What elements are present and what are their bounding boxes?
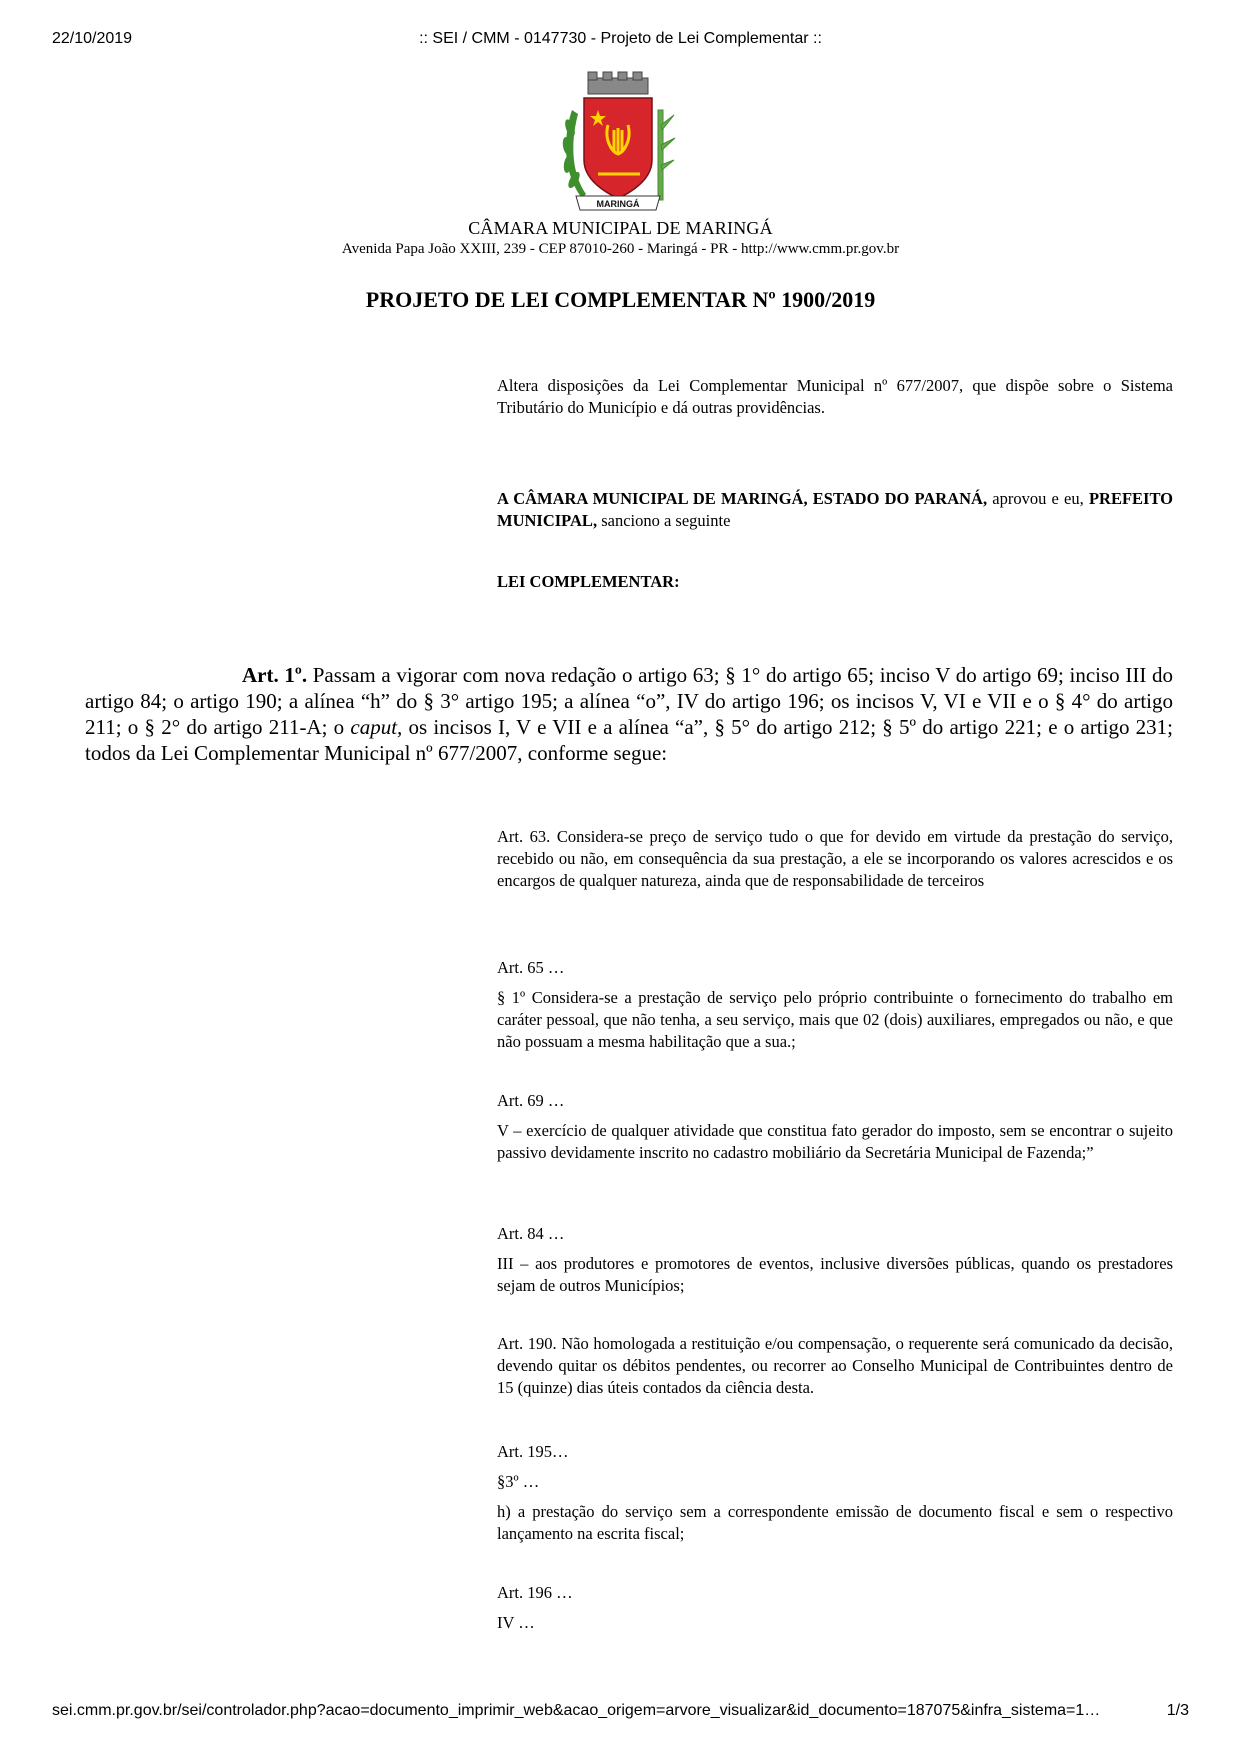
print-header bbox=[0, 30, 1241, 54]
art-196-inciso-iv: IV … bbox=[497, 1613, 535, 1632]
quoted-art-190 bbox=[497, 1333, 1173, 1399]
print-date: 22/10/2019 bbox=[52, 30, 133, 47]
art-195-head: Art. 195… bbox=[497, 1442, 569, 1461]
quoted-art-84 bbox=[497, 1223, 1173, 1297]
article-1-italic: caput, bbox=[350, 715, 403, 739]
preamble-bold-2: PREFEITO MUNICIPAL, bbox=[497, 489, 1173, 530]
preamble-text-2: sanciono a seguinte bbox=[597, 511, 731, 530]
coat-of-arms-icon bbox=[558, 70, 678, 220]
art-65-head: Art. 65 … bbox=[497, 958, 565, 977]
art-195-paragraph-3: §3º … bbox=[497, 1472, 540, 1491]
art-69-inciso-v: V – exercício de qualquer atividade que constitua fato gerador do imposto, sem se encontrar o sujeito passivo devidamente inscrito no cadastro mobiliário da Secretária Municipal de Fazenda;” bbox=[497, 1121, 1173, 1162]
art-195-alinea-h: h) a prestação do serviço sem a correspondente emissão de documento fiscal e sem o respectivo lançamento na escrita fiscal; bbox=[497, 1502, 1173, 1543]
print-title: :: SEI / CMM - 0147730 - Projeto de Lei Complementar :: bbox=[419, 30, 822, 47]
quoted-art-69 bbox=[497, 1090, 1173, 1164]
preamble bbox=[497, 488, 1173, 532]
organization-name: CÂMARA MUNICIPAL DE MARINGÁ bbox=[468, 218, 773, 238]
art-69-head: Art. 69 … bbox=[497, 1091, 565, 1110]
art-63-text: Art. 63. Considera-se preço de serviço tudo o que for devido em virtude da prestação do serviço, recebido ou não, em consequência da sua prestação, a ele se incorporando os valores acrescidos e os encargos de qualquer natureza, ainda que de responsabilidade de terceiros bbox=[497, 827, 1173, 890]
article-1-text-a: Passam a vigorar com nova redação o artigo 63; § 1° do artigo 65; inciso V do artigo 69; inciso III do artigo 84; o artigo 190; a alínea “h” do § 3° artigo 195; a alínea “o”, IV do artigo 196; os incisos V, VI e VII e o § 4° do artigo 211; o § 2° do artigo 211-A; o bbox=[85, 663, 1173, 739]
art-65-paragraph-1: § 1º Considera-se a prestação de serviço pelo próprio contribuinte o fornecimento do trabalho em caráter pessoal, que não tenha, a seu serviço, mais que 02 (dois) auxiliares, empregados ou não, e que não possuam a mesma habilitação que a sua.; bbox=[497, 988, 1173, 1051]
crest-ribbon-text: MARINGÁ bbox=[596, 199, 640, 209]
art-84-head: Art. 84 … bbox=[497, 1224, 565, 1243]
article-1-label: Art. 1º. bbox=[242, 663, 308, 687]
article-1-text-b: os incisos I, V e VII e a alínea “a”, § 5° do artigo 212; § 5º do artigo 221; e o artigo 231; todos da Lei Complementar Municipal nº 677/2007, conforme segue: bbox=[85, 715, 1173, 765]
quoted-art-196 bbox=[497, 1582, 1173, 1634]
quoted-art-195 bbox=[497, 1441, 1173, 1545]
quoted-art-65 bbox=[497, 957, 1173, 1053]
document-title: PROJETO DE LEI COMPLEMENTAR Nº 1900/2019 bbox=[365, 287, 876, 312]
lc-heading: LEI COMPLEMENTAR: bbox=[497, 572, 680, 591]
print-url: sei.cmm.pr.gov.br/sei/controlador.php?acao=documento_imprimir_web&acao_origem=arvore_visualizar&id_documento=187075&infra_sistema=1… bbox=[52, 1702, 1101, 1719]
art-196-head: Art. 196 … bbox=[497, 1583, 573, 1602]
preamble-text-1: aprovou e eu, bbox=[987, 489, 1089, 508]
print-footer bbox=[0, 1702, 1241, 1726]
art-190-text: Art. 190. Não homologada a restituição e/ou compensação, o requerente será comunicado da decisão, devendo quitar os débitos pendentes, ou recorrer ao Conselho Municipal de Contribuintes dentro de 15 (quinze) dias úteis contados da ciência desta. bbox=[497, 1334, 1173, 1397]
ementa bbox=[497, 375, 1173, 419]
organization-address: Avenida Papa João XXIII, 239 - CEP 87010-260 - Maringá - PR - http://www.cmm.pr.gov.br bbox=[341, 241, 900, 257]
print-page-number: 1/3 bbox=[1166, 1702, 1189, 1719]
quoted-art-63 bbox=[497, 826, 1173, 892]
article-1 bbox=[85, 662, 1173, 766]
art-84-inciso-iii: III – aos produtores e promotores de eventos, inclusive diversões públicas, quando os prestadores sejam de outros Municípios; bbox=[497, 1254, 1173, 1295]
ementa-text: Altera disposições da Lei Complementar Municipal nº 677/2007, que dispõe sobre o Sistema Tributário do Município e dá outras providências. bbox=[497, 376, 1173, 417]
preamble-bold-1: A CÂMARA MUNICIPAL DE MARINGÁ, ESTADO DO PARANÁ, bbox=[497, 489, 988, 508]
